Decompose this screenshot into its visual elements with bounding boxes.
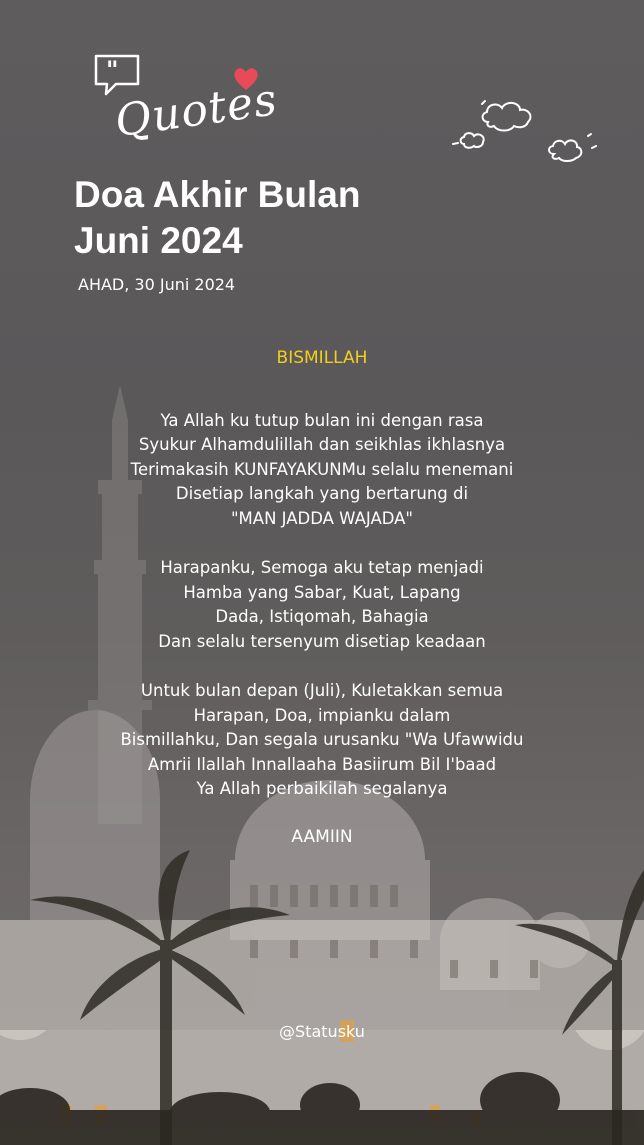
prayer-line: Untuk bulan depan (Juli), Kuletakkan semua [140,681,504,700]
opening-bismillah: BISMILLAH [276,348,368,368]
prayer-line: Amrii Ilallah Innallaaha Basiirum Bil I'baad [147,754,497,774]
prayer-line: Terimakasih KUNFAYAKUNMu selalu menemani [130,459,514,479]
paragraph-3 [40,679,604,802]
prayer-line: Bismillahku, Dan segala urusanku "Wa Ufawwidu [120,730,524,749]
title-line-2: Juni 2024 [74,220,243,261]
prayer-line: Harapanku, Semoga aku tetap menjadi [160,558,484,577]
prayer-line: Disetiap langkah yang bertarung di [175,484,469,503]
author-handle: @Statusku [279,1022,365,1041]
title-line-1: Doa Akhir Bulan [74,174,361,215]
quotes-script-title: Quotes [111,74,281,148]
prayer-line: Syukur Alhamdulillah dan seikhlas ikhlasnya [138,435,506,454]
prayer-line: Ya Allah ku tutup bulan ini dengan rasa [160,410,484,430]
prayer-text [40,346,604,849]
paragraph-1 [40,409,604,532]
paragraph-2 [40,556,604,654]
prayer-line: Harapan, Doa, impianku dalam [193,705,451,725]
closing-aamiin: AAMIIN [291,826,353,847]
prayer-line: Dada, Istiqomah, Bahagia [215,607,429,626]
prayer-line: "MAN JADDA WAJADA" [230,508,414,528]
svg-text:": " [106,56,119,84]
prayer-line: Dan selalu tersenyum disetiap keadaan [158,631,486,651]
date-label: AHAD, 30 Juni 2024 [78,275,236,294]
prayer-line: Hamba yang Sabar, Kuat, Lapang [183,582,461,602]
quote-bubble-icon [92,52,142,98]
cloud-icon [450,92,610,172]
page-title [74,172,494,264]
prayer-line: Ya Allah perbaikilah segalanya [196,779,448,798]
